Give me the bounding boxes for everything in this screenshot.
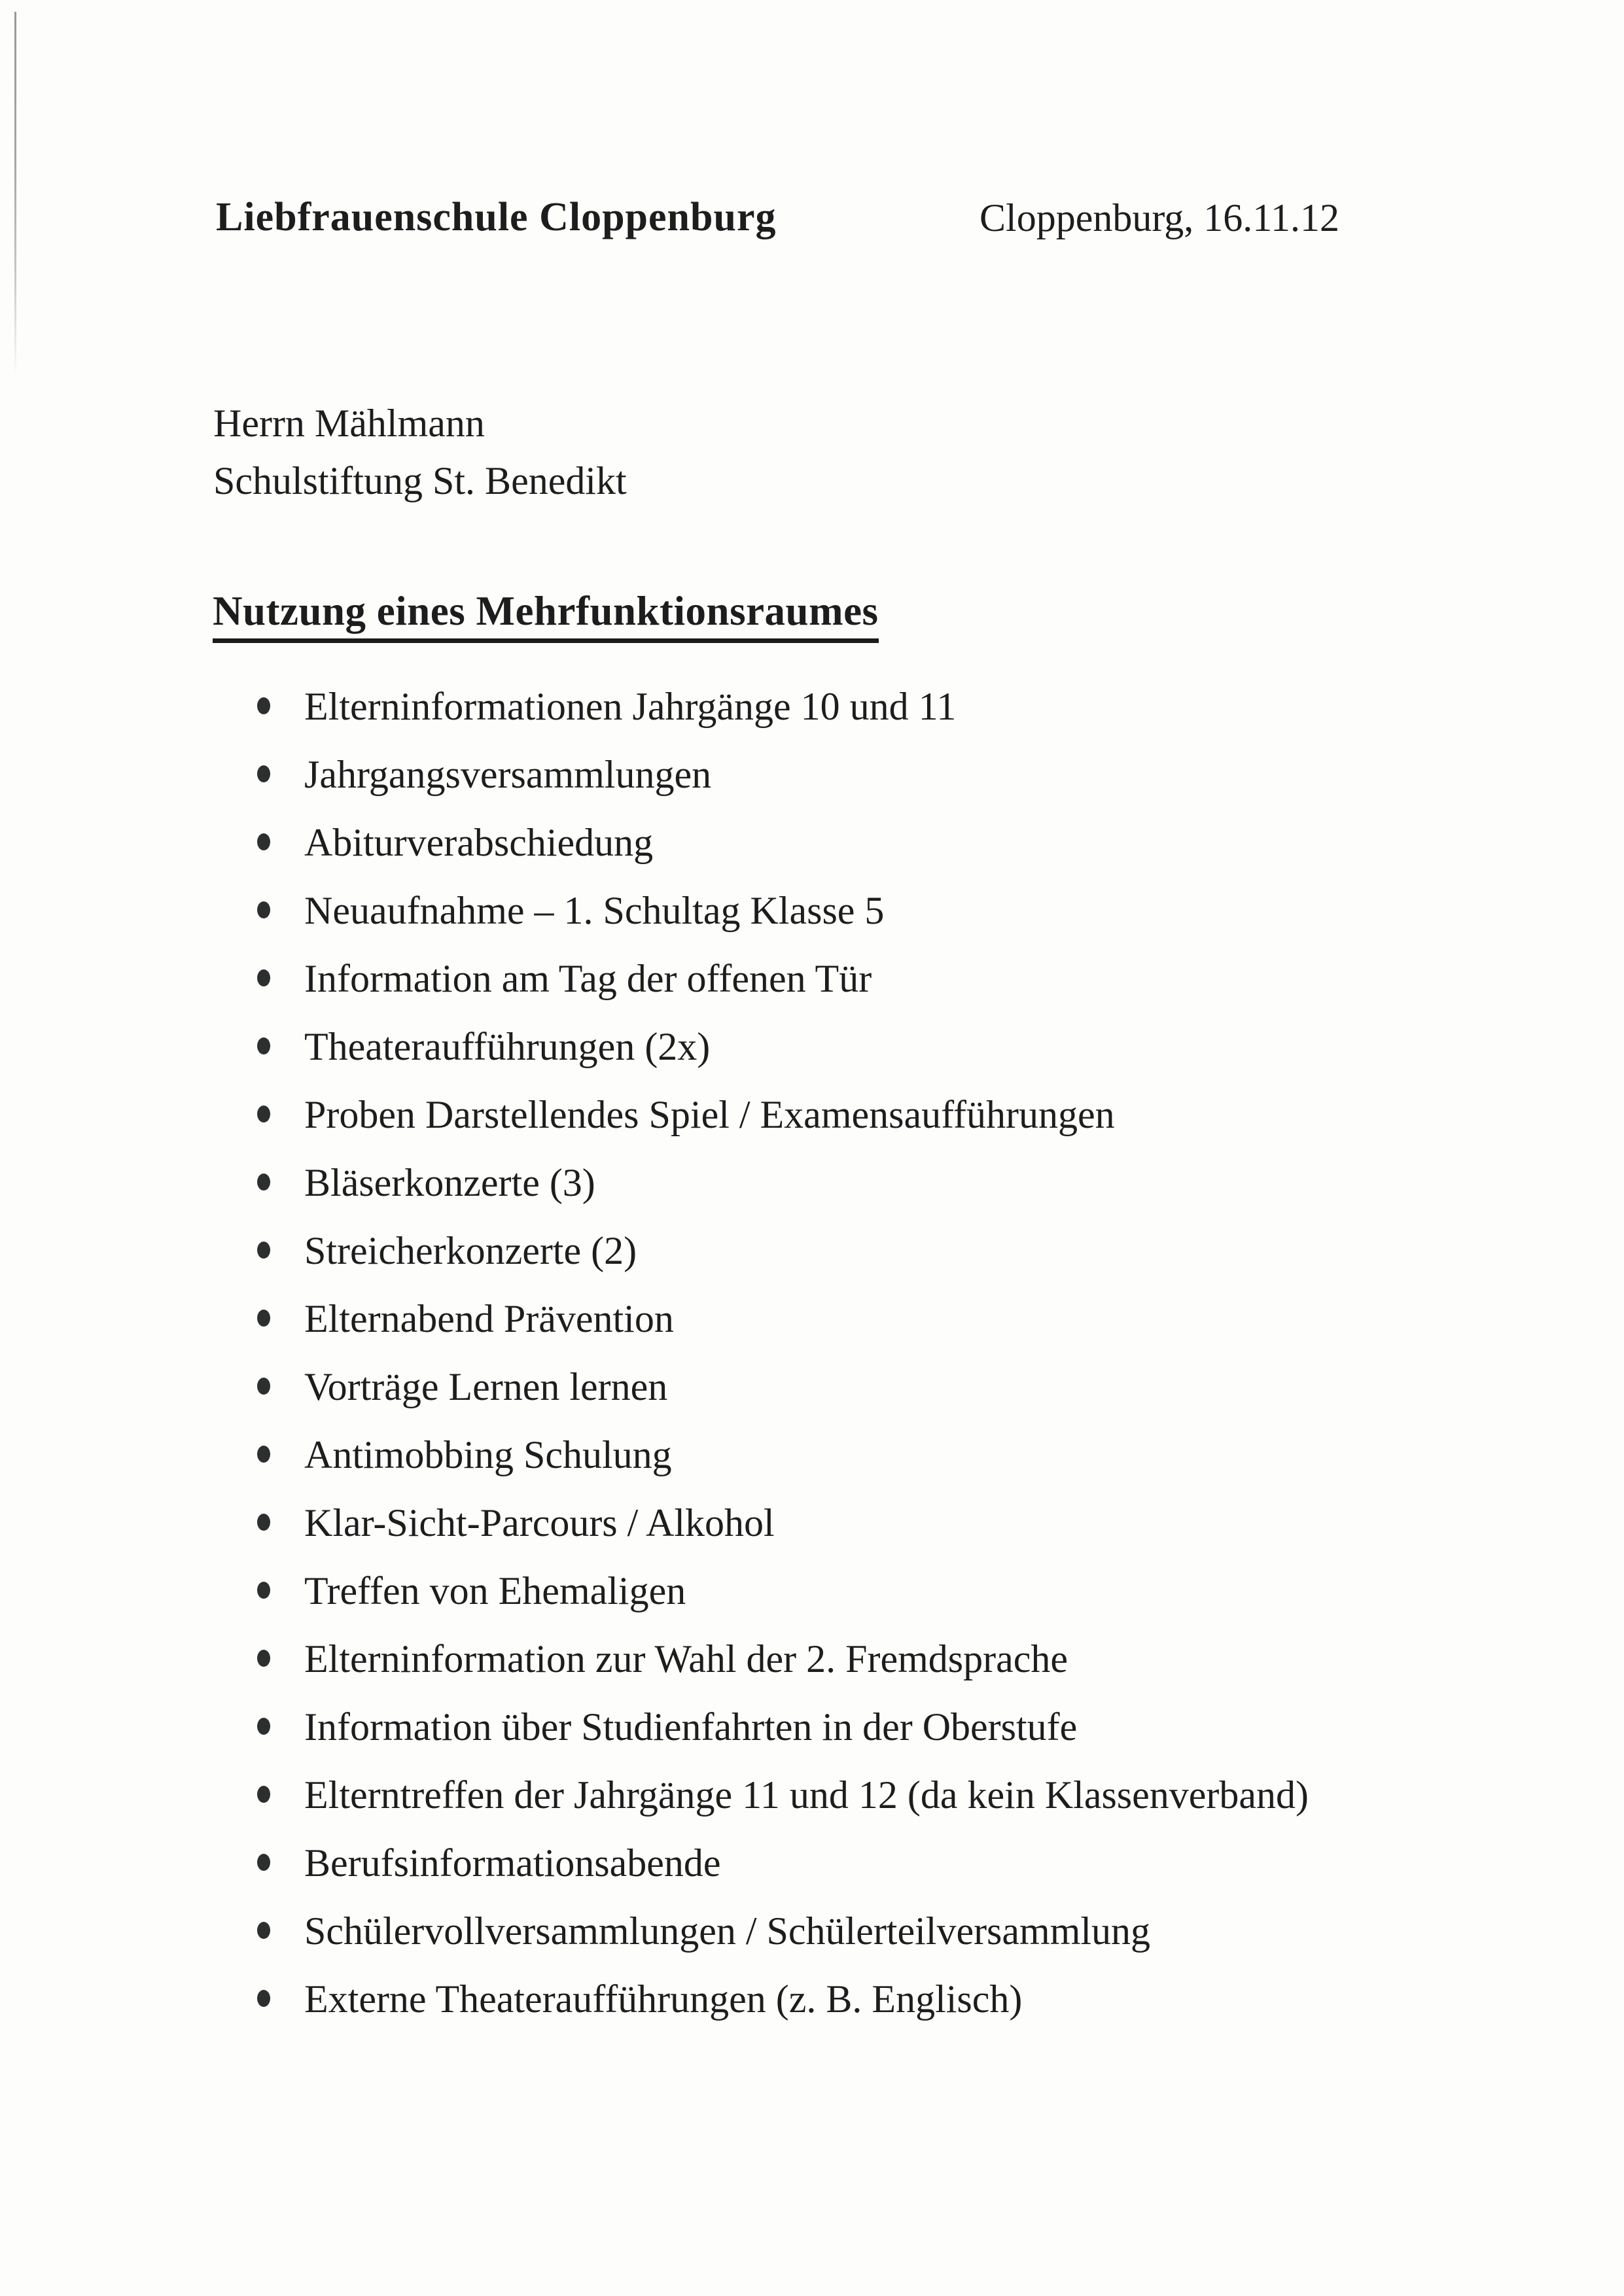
bullet-marker (257, 1174, 270, 1191)
list-item-text: Elterntreffen der Jahrgänge 11 und 12 (da kein Klassenverband) (304, 1773, 1309, 1817)
list-item (257, 1435, 1309, 1474)
bullet-marker (257, 1582, 270, 1599)
list-item (257, 823, 1309, 862)
bullet-marker (257, 1514, 270, 1531)
list-item (257, 1775, 1309, 1815)
recipient-name: Herrn Mählmann (213, 402, 485, 445)
list-item-text: Information am Tag der offenen Tür (304, 957, 872, 1000)
list-item (257, 1503, 1309, 1542)
list-item-text: Berufsinformationsabende (304, 1841, 721, 1885)
list-item-text: Antimobbing Schulung (304, 1433, 672, 1476)
bullet-marker (257, 1854, 270, 1871)
bullet-marker (257, 1786, 270, 1803)
list-item (257, 1843, 1309, 1883)
bullet-marker (257, 697, 270, 714)
list-item-text: Externe Theateraufführungen (z. B. Englisch) (304, 1977, 1023, 2021)
list-item-text: Bläserkonzerte (3) (304, 1161, 595, 1204)
bullet-marker (257, 833, 270, 850)
list-item-text: Jahrgangsversammlungen (304, 753, 712, 796)
list-item (257, 1571, 1309, 1610)
list-item-text: Klar-Sicht-Parcours / Alkohol (304, 1501, 775, 1544)
bullet-marker (257, 1105, 270, 1122)
list-item (257, 1367, 1309, 1406)
bullet-marker (257, 765, 270, 782)
list-item-text: Vorträge Lernen lernen (304, 1365, 668, 1408)
list-item (257, 1639, 1309, 1679)
list-item (257, 1095, 1309, 1134)
bullet-marker (257, 1378, 270, 1395)
list-item-text: Elternabend Prävention (304, 1297, 674, 1340)
list-item (257, 1231, 1309, 1270)
list-item-text: Abiturverabschiedung (304, 821, 654, 864)
document-title: Nutzung eines Mehrfunktionsraumes (213, 587, 879, 643)
list-item (257, 891, 1309, 930)
bullet-marker (257, 1446, 270, 1463)
place-date: Cloppenburg, 16.11.12 (980, 196, 1339, 239)
bullet-marker (257, 1990, 270, 2007)
list-item (257, 1707, 1309, 1747)
bullet-marker (257, 1310, 270, 1327)
list-item-text: Treffen von Ehemaligen (304, 1569, 686, 1612)
list-item-text: Elterninformation zur Wahl der 2. Fremdsprache (304, 1637, 1068, 1680)
bullet-marker (257, 1242, 270, 1259)
school-name: Liebfrauenschule Cloppenburg (216, 195, 777, 239)
recipient-organization: Schulstiftung St. Benedikt (213, 459, 627, 502)
list-item (257, 1027, 1309, 1066)
list-item-text: Elterninformationen Jahrgänge 10 und 11 (304, 685, 957, 728)
bullet-marker (257, 1718, 270, 1735)
bullet-marker (257, 901, 270, 918)
list-item-text: Neuaufnahme – 1. Schultag Klasse 5 (304, 889, 885, 932)
usage-list (257, 687, 1309, 2047)
list-item (257, 1911, 1309, 1951)
bullet-marker (257, 1922, 270, 1939)
scan-artifact-line (14, 12, 16, 378)
list-item-text: Information über Studienfahrten in der Oberstufe (304, 1705, 1078, 1748)
bullet-marker (257, 1650, 270, 1667)
list-item (257, 1299, 1309, 1338)
list-item (257, 959, 1309, 998)
list-item-text: Theateraufführungen (2x) (304, 1025, 711, 1068)
list-item (257, 1979, 1309, 2019)
list-item (257, 1163, 1309, 1202)
list-item-text: Streicherkonzerte (2) (304, 1229, 637, 1272)
bullet-marker (257, 1037, 270, 1054)
bullet-marker (257, 969, 270, 986)
list-item (257, 687, 1309, 726)
recipient-block (213, 394, 627, 510)
list-item (257, 755, 1309, 794)
list-item-text: Schülervollversammlungen / Schülerteilversammlung (304, 1909, 1151, 1953)
list-item-text: Proben Darstellendes Spiel / Examensaufführungen (304, 1093, 1115, 1136)
